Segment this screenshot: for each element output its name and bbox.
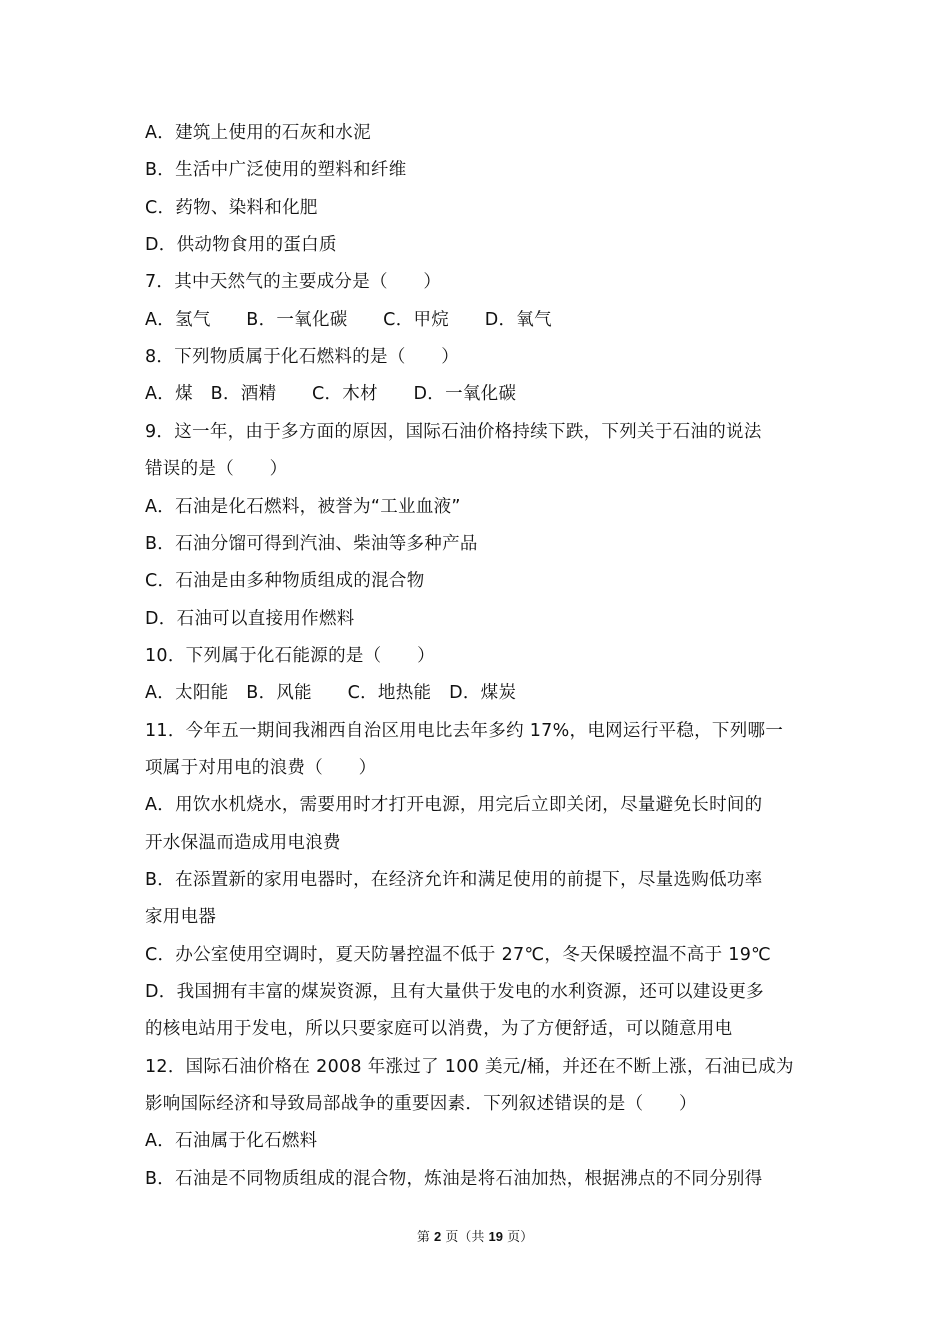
text-line: 11．今年五一期间我湘西自治区用电比去年多约 17%，电网运行平稳，下列哪一 xyxy=(145,720,784,741)
text-line: A．石油属于化石燃料 xyxy=(145,1131,318,1152)
text-line: B．石油是不同物质组成的混合物，炼油是将石油加热，根据沸点的不同分别得 xyxy=(145,1168,763,1189)
text-line: 12．国际石油价格在 2008 年涨过了 100 美元/桶，并还在不断上涨，石油已成为 xyxy=(145,1056,794,1077)
text-line: 10．下列属于化石能源的是（ ） xyxy=(145,645,435,666)
page-footer xyxy=(0,1228,950,1247)
text-line: D．我国拥有丰富的煤炭资源，且有大量供于发电的水利资源，还可以建设更多 xyxy=(145,982,764,1003)
text-line: A．石油是化石燃料，被誉为“工业血液” xyxy=(145,496,461,517)
text-line: 家用电器 xyxy=(145,907,217,928)
footer-suffix: 页） xyxy=(502,1230,534,1245)
text-line: 的核电站用于发电，所以只要家庭可以消费，为了方便舒适，可以随意用电 xyxy=(145,1019,733,1040)
text-line: A．煤 B．酒精 C．木材 D．一氧化碳 xyxy=(145,384,517,405)
text-line: A．太阳能 B．风能 C．地热能 D．煤炭 xyxy=(145,683,517,704)
text-line: 开水保温而造成用电浪费 xyxy=(145,832,341,853)
text-line: 影响国际经济和导致局部战争的重要因素．下列叙述错误的是（ ） xyxy=(145,1094,697,1115)
text-line: D．石油可以直接用作燃料 xyxy=(145,608,355,629)
text-line: 7．其中天然气的主要成分是（ ） xyxy=(145,272,442,293)
text-line: 9．这一年，由于多方面的原因，国际石油价格持续下跌，下列关于石油的说法 xyxy=(145,421,762,442)
text-line: C．办公室使用空调时，夏天防暑控温不低于 27℃，冬天保暖控温不高于 19℃ xyxy=(145,944,772,965)
text-line: 项属于对用电的浪费（ ） xyxy=(145,757,377,778)
footer-total-pages: 19 xyxy=(488,1229,503,1244)
text-line: A．氢气 B．一氧化碳 C．甲烷 D．氧气 xyxy=(145,309,552,330)
text-line: B．石油分馏可得到汽油、柴油等多种产品 xyxy=(145,533,478,554)
text-line: B．生活中广泛使用的塑料和纤维 xyxy=(145,160,407,181)
text-line: C．药物、染料和化肥 xyxy=(145,197,318,218)
text-line: C．石油是由多种物质组成的混合物 xyxy=(145,571,425,592)
footer-middle: 页（共 xyxy=(441,1230,489,1245)
footer-page-number: 2 xyxy=(434,1229,442,1244)
text-line: D．供动物食用的蛋白质 xyxy=(145,235,337,256)
text-line: A．建筑上使用的石灰和水泥 xyxy=(145,123,371,143)
footer-prefix: 第 xyxy=(416,1230,435,1245)
text-line: 8．下列物质属于化石燃料的是（ ） xyxy=(145,347,460,368)
text-line: 错误的是（ ） xyxy=(145,459,288,480)
text-line: B．在添置新的家用电器时，在经济允许和满足使用的前提下，尽量选购低功率 xyxy=(145,870,763,890)
text-line: A．用饮水机烧水，需要用时才打开电源，用完后立即关闭，尽量避免长时间的 xyxy=(145,795,763,816)
